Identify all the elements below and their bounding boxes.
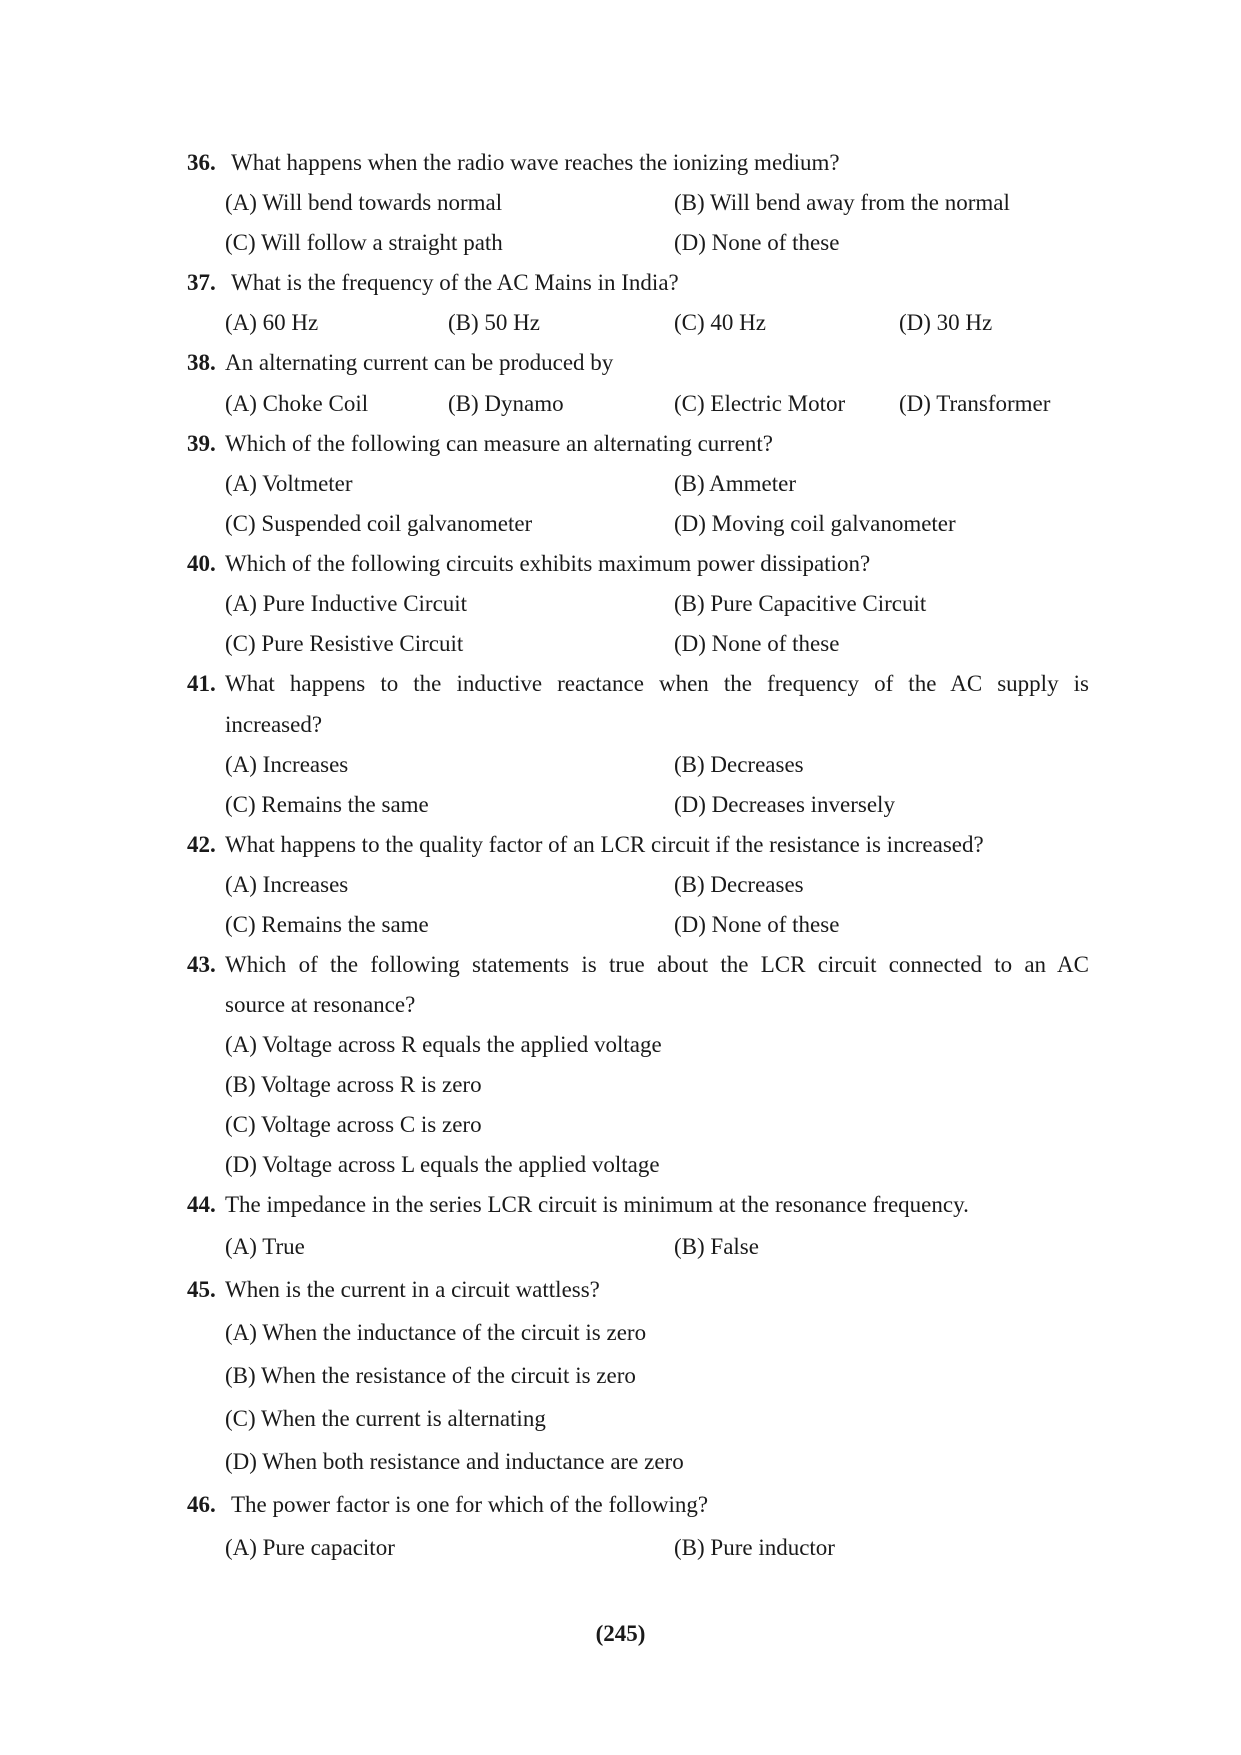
option-c: (C) Suspended coil galvanometer bbox=[225, 511, 533, 536]
question-42 bbox=[187, 825, 1089, 865]
option-c: (C) Electric Motor bbox=[674, 391, 846, 416]
question-text: The power factor is one for which of the following? bbox=[231, 1492, 709, 1517]
question-text: Which of the following can measure an alternating current? bbox=[225, 431, 773, 456]
question-number: 38. bbox=[187, 350, 216, 375]
option-d: (D) 30 Hz bbox=[899, 310, 993, 335]
question-number: 46. bbox=[187, 1492, 216, 1517]
option-b: (B) Ammeter bbox=[674, 471, 796, 496]
question-39 bbox=[187, 424, 1089, 464]
question-text: What happens to the quality factor of an LCR circuit if the resistance is increased? bbox=[225, 832, 984, 857]
option-d: (D) When both resistance and inductance are zero bbox=[225, 1449, 684, 1474]
option-c: (C) Will follow a straight path bbox=[225, 230, 503, 255]
option-c: (C) Pure Resistive Circuit bbox=[225, 631, 464, 656]
question-43 bbox=[187, 945, 1089, 985]
question-text: When is the current in a circuit wattless? bbox=[225, 1277, 600, 1302]
question-40 bbox=[187, 544, 1089, 584]
question-text-line-1: Which of the following statements is true about the LCR circuit connected to an AC bbox=[225, 952, 1089, 977]
option-b: (B) Pure Capacitive Circuit bbox=[674, 591, 927, 616]
question-number: 36. bbox=[187, 150, 216, 175]
question-36 bbox=[187, 143, 1089, 183]
question-number: 40. bbox=[187, 551, 216, 576]
option-c: (C) When the current is alternating bbox=[225, 1406, 546, 1431]
option-c: (C) Voltage across C is zero bbox=[225, 1112, 482, 1137]
option-b: (B) Dynamo bbox=[448, 391, 564, 416]
question-38 bbox=[187, 343, 1089, 383]
option-b: (B) Pure inductor bbox=[674, 1535, 835, 1560]
question-number: 44. bbox=[187, 1192, 216, 1217]
option-b: (B) Decreases bbox=[674, 872, 804, 897]
question-45 bbox=[187, 1270, 1089, 1310]
option-a: (A) Voltage across R equals the applied voltage bbox=[225, 1032, 662, 1057]
question-41 bbox=[187, 664, 1089, 704]
option-b: (B) Will bend away from the normal bbox=[674, 190, 1010, 215]
question-number: 37. bbox=[187, 270, 216, 295]
page-number: (245) bbox=[595, 1621, 646, 1646]
question-44 bbox=[187, 1185, 1089, 1225]
option-d: (D) Decreases inversely bbox=[674, 792, 895, 817]
option-c: (C) 40 Hz bbox=[674, 310, 766, 335]
question-number: 43. bbox=[187, 952, 216, 977]
option-c: (C) Remains the same bbox=[225, 912, 429, 937]
question-number: 41. bbox=[187, 671, 216, 696]
option-d: (D) Moving coil galvanometer bbox=[674, 511, 956, 536]
question-text: What is the frequency of the AC Mains in India? bbox=[231, 270, 679, 295]
question-text-line-1: What happens to the inductive reactance when the frequency of the AC supply is bbox=[225, 671, 1089, 696]
option-b: (B) Decreases bbox=[674, 752, 804, 777]
question-number: 39. bbox=[187, 431, 216, 456]
question-text: Which of the following circuits exhibits maximum power dissipation? bbox=[225, 551, 871, 576]
option-a: (A) 60 Hz bbox=[225, 310, 319, 335]
question-number: 45. bbox=[187, 1277, 216, 1302]
option-d: (D) None of these bbox=[674, 912, 840, 937]
question-number: 42. bbox=[187, 832, 216, 857]
option-a: (A) When the inductance of the circuit is zero bbox=[225, 1320, 647, 1345]
question-text-line-2: increased? bbox=[225, 712, 323, 737]
question-text: What happens when the radio wave reaches the ionizing medium? bbox=[231, 150, 840, 175]
option-b: (B) Voltage across R is zero bbox=[225, 1072, 482, 1097]
option-a: (A) Increases bbox=[225, 752, 349, 777]
option-a: (A) Will bend towards normal bbox=[225, 190, 503, 215]
option-a: (A) Pure capacitor bbox=[225, 1535, 395, 1560]
option-b: (B) 50 Hz bbox=[448, 310, 540, 335]
option-d: (D) None of these bbox=[674, 230, 840, 255]
question-text: An alternating current can be produced by bbox=[225, 350, 614, 375]
option-a: (A) Choke Coil bbox=[225, 391, 369, 416]
option-a: (A) True bbox=[225, 1234, 305, 1259]
option-a: (A) Voltmeter bbox=[225, 471, 353, 496]
option-d: (D) None of these bbox=[674, 631, 840, 656]
question-text: The impedance in the series LCR circuit is minimum at the resonance frequency. bbox=[225, 1192, 969, 1217]
option-a: (A) Pure Inductive Circuit bbox=[225, 591, 468, 616]
option-d: (D) Transformer bbox=[899, 391, 1051, 416]
option-d: (D) Voltage across L equals the applied voltage bbox=[225, 1152, 660, 1177]
question-46 bbox=[187, 1485, 1089, 1525]
option-b: (B) When the resistance of the circuit is zero bbox=[225, 1363, 636, 1388]
option-c: (C) Remains the same bbox=[225, 792, 429, 817]
question-37 bbox=[187, 263, 1089, 303]
option-b: (B) False bbox=[674, 1234, 759, 1259]
option-a: (A) Increases bbox=[225, 872, 349, 897]
question-text-line-2: source at resonance? bbox=[225, 992, 416, 1017]
